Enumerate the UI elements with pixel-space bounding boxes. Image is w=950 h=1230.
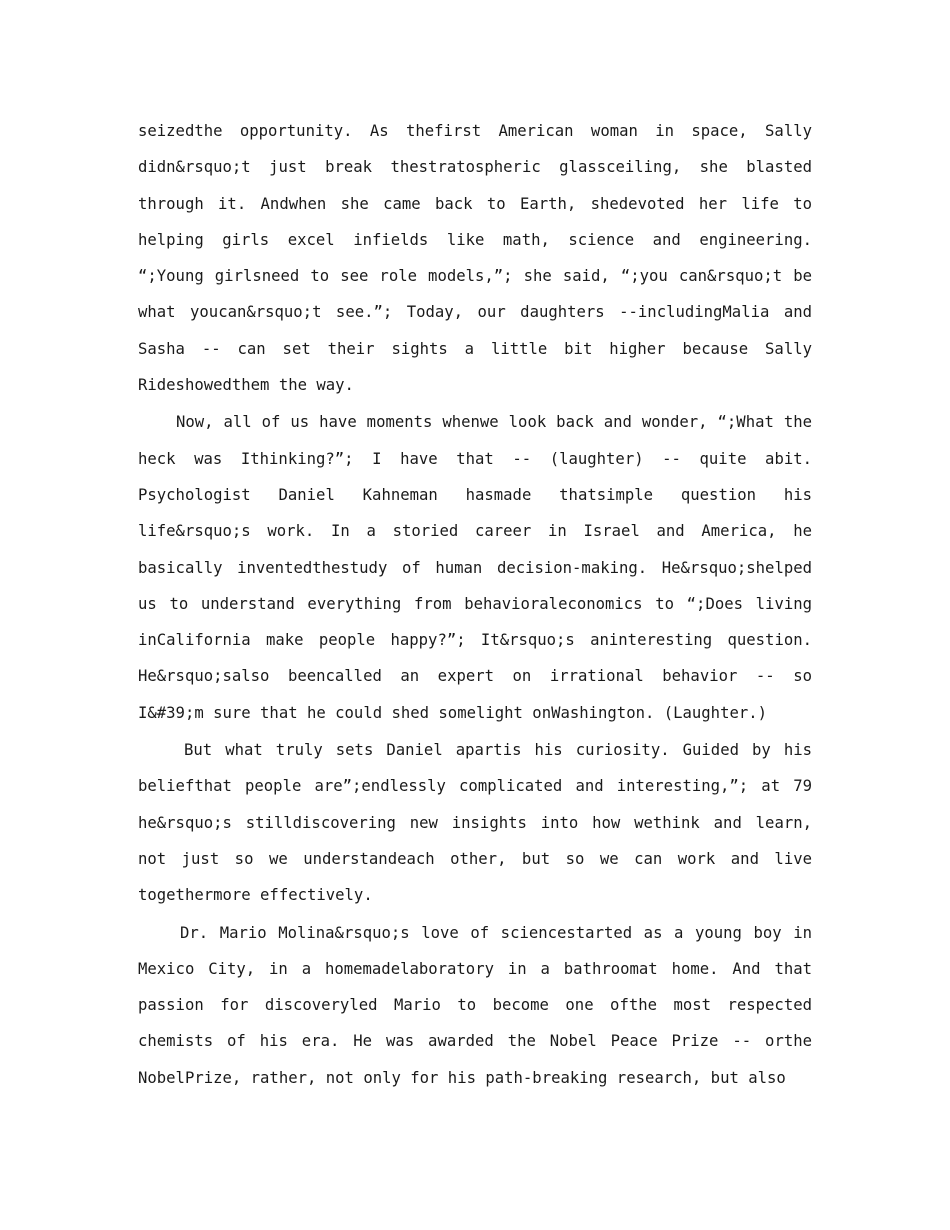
paragraph-daniel-kahneman-intro: Now, all of us have moments whenwe look back and wonder, “;What the heck was Ithinking?”; I have that -- (laughter) -- quite abit. Psychologist Daniel Kahneman hasmade thatsimple question his life&rsquo;s work. In a storied career in Israel and America, he basically inventedthestudy of human decision-making. He&rsquo;shelped us to understand everything from behavioraleconomics to “;Does living inCalifornia make people happy?”; It&rsquo;s aninteresting question. He&rsquo;salso beencalled an expert on irrational behavior -- so I&#39;m sure that he could shed somelight onWashington. (Laughter.) (138, 413, 812, 722)
paragraph-sally-ride: seizedthe opportunity. As thefirst American woman in space, Sally didn&rsquo;t just break thestratospheric glassceiling, she blasted through it. Andwhen she came back to Earth, shedevoted her life to helping girls excel infields like math, science and engineering. “;Young girlsneed to see role models,”; she said, “;you can&rsquo;t be what youcan&rsquo;t see.”; Today, our daughters --includingMalia and Sasha -- can set their sights a little bit higher because Sally Rideshowedthem the way. (138, 122, 812, 395)
body-text (138, 113, 812, 1097)
paragraph-daniel-kahneman-curiosity: But what truly sets Daniel apartis his curiosity. Guided by his beliefthat people are”;endlessly complicated and interesting,”; at 79 he&rsquo;s stilldiscovering new insights into how wethink and learn, not just so we understandeach other, but so we can work and live togethermore effectively. (138, 741, 812, 905)
paragraph-mario-molina: Dr. Mario Molina&rsquo;s love of sciencestarted as a young boy in Mexico City, in a homemadelaboratory in a bathroomat home. And that passion for discoveryled Mario to become one ofthe most respected chemists of his era. He was awarded the Nobel Peace Prize -- orthe NobelPrize, rather, not only for his path-breaking research, but also (138, 923, 812, 1087)
